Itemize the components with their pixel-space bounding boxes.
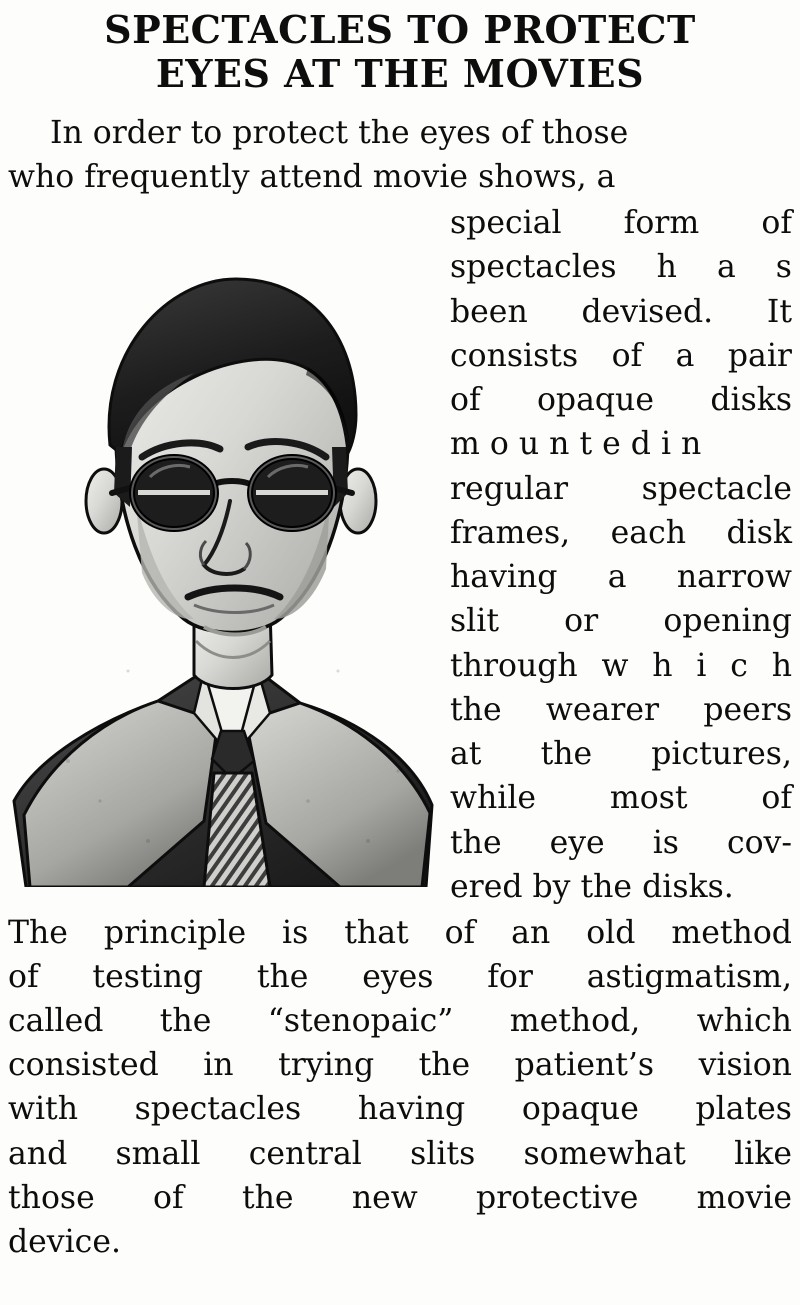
column-line-16: ered by the disks. [450, 868, 734, 905]
wrapped-text-column [450, 201, 792, 909]
column-line-9: having a narrow [450, 559, 792, 596]
lead-line-2: who frequently attend movie shows, a [8, 159, 616, 195]
column-line-10: slit or opening [450, 603, 792, 640]
tail-line-2: of testing the eyes for astigmatism, [8, 959, 792, 996]
column-line-3: been devised. It [450, 293, 792, 330]
headline-line-2: EYES AT THE MOVIES [155, 51, 645, 97]
column-line-15: the eye is cov- [450, 824, 792, 861]
lead-line-1: In order to protect the eyes of those [50, 114, 629, 151]
tail-line-1: The principle is that of an old method [8, 915, 792, 952]
tail-line-3: called the “stenopaic” method, which [8, 1003, 792, 1040]
tail-line-6: and small central slits somewhat like [8, 1135, 792, 1172]
tail-paragraph [8, 911, 792, 1264]
column-line-5: of opaque disks [450, 382, 792, 419]
tail-line-8: device. [8, 1223, 121, 1260]
column-line-13: at the pictures, [450, 736, 792, 773]
tail-line-5: with spectacles having opaque plates [8, 1091, 792, 1128]
page-title [0, 0, 800, 97]
lead-paragraph [8, 111, 792, 199]
column-line-4: consists of a pair [450, 337, 792, 374]
tail-line-4: consisted in trying the patient’s vision [8, 1047, 792, 1084]
figure-and-column [8, 201, 792, 909]
headline-line-1: SPECTACLES TO PROTECT [104, 7, 696, 52]
man-wearing-slitted-spectacles-illustration [8, 201, 440, 887]
column-line-7: regular spectacle [450, 470, 792, 507]
column-line-6: m o u n t e d i n [450, 426, 702, 463]
column-line-14: while most of [450, 780, 792, 817]
tail-line-7: those of the new protective movie [8, 1179, 792, 1216]
column-line-2: spectacles h a s [450, 249, 792, 286]
column-line-1: special form of [450, 205, 792, 242]
column-line-12: the wearer peers [450, 691, 792, 728]
article-body [0, 111, 800, 1264]
column-line-8: frames, each disk [450, 514, 792, 551]
column-line-11: through w h i c h [450, 647, 792, 684]
